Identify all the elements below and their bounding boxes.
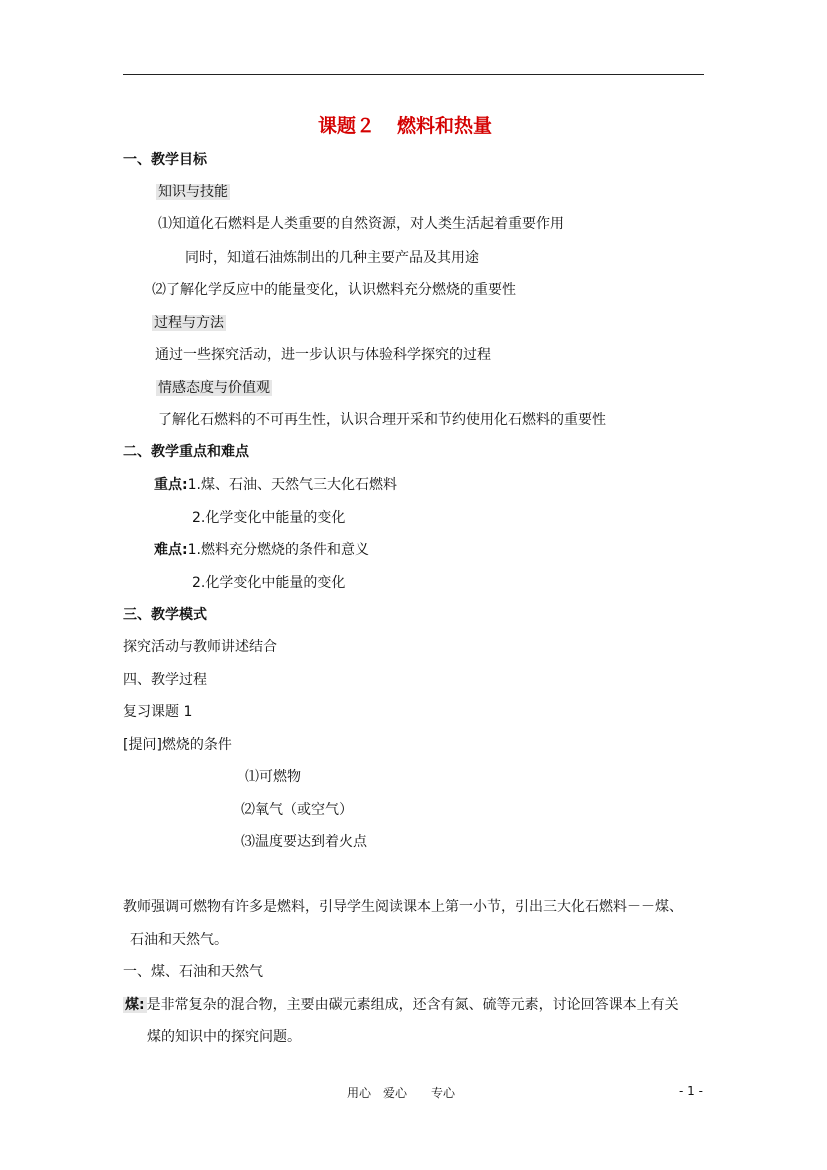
knowledge-item-2: ⑵了解化学反应中的能量变化，认识燃料充分燃烧的重要性 — [152, 282, 516, 298]
footer-motto: 用心 爱心 专心 — [347, 1086, 456, 1100]
knowledge-item-1: ⑴知道化石燃料是人类重要的自然资源，对人类生活起着重要作用 — [158, 216, 564, 232]
mode-text: 探究活动与教师讲述结合 — [123, 639, 277, 655]
key-label: 重点: — [154, 477, 188, 493]
key-item-1: 1.煤、石油、天然气三大化石燃料 — [187, 477, 397, 493]
difficult-label: 难点: — [154, 542, 188, 558]
teacher-text-line2: 石油和天然气。 — [130, 932, 228, 948]
question-text: [提问]燃烧的条件 — [123, 737, 232, 753]
coal-line-1 — [123, 995, 679, 1015]
process-label: 过程与方法 — [154, 315, 224, 331]
teacher-text-line1: 教师强调可燃物有许多是燃料，引导学生阅读课本上第一小节，引出三大化石燃料－－煤、 — [123, 899, 683, 915]
title-part1: 课题２ — [318, 115, 376, 137]
knowledge-label: 知识与技能 — [158, 184, 228, 200]
condition-2: ⑵氧气（或空气） — [241, 802, 353, 818]
coal-label: 煤: — [125, 997, 145, 1013]
emotion-label: 情感态度与价值观 — [158, 380, 270, 396]
coal-text-2: 煤的知识中的探究问题。 — [147, 1029, 301, 1045]
key-heading: 二、教学重点和难点 — [123, 444, 249, 460]
condition-3: ⑶温度要达到着火点 — [241, 834, 367, 850]
header-rule — [123, 74, 704, 75]
difficult-item-2: 2.化学变化中能量的变化 — [192, 575, 346, 591]
emotion-text: 了解化石燃料的不可再生性，认识合理开采和节约使用化石燃料的重要性 — [158, 412, 606, 428]
difficult-line-1 — [154, 540, 369, 560]
sub-heading: 一、煤、石油和天然气 — [123, 964, 263, 980]
review-text: 复习课题 1 — [123, 704, 193, 720]
process-text: 通过一些探究活动，进一步认识与体验科学探究的过程 — [155, 347, 491, 363]
key-line-1 — [154, 475, 397, 495]
page-number: - 1 - — [679, 1084, 703, 1098]
difficult-item-1: 1.燃料充分燃烧的条件和意义 — [187, 542, 369, 558]
knowledge-item-1b: 同时，知道石油炼制出的几种主要产品及其用途 — [185, 250, 479, 266]
page-title — [318, 111, 492, 138]
process-heading: 四、教学过程 — [123, 672, 207, 688]
coal-text-1: 是非常复杂的混合物，主要由碳元素组成，还含有氮、硫等元素，讨论回答课本上有关 — [146, 997, 679, 1013]
condition-1: ⑴可燃物 — [245, 769, 301, 785]
key-item-2: 2.化学变化中能量的变化 — [192, 510, 346, 526]
mode-heading: 三、教学模式 — [123, 607, 207, 623]
title-part2: 燃料和热量 — [397, 115, 493, 137]
goals-heading: 一、教学目标 — [123, 152, 207, 168]
